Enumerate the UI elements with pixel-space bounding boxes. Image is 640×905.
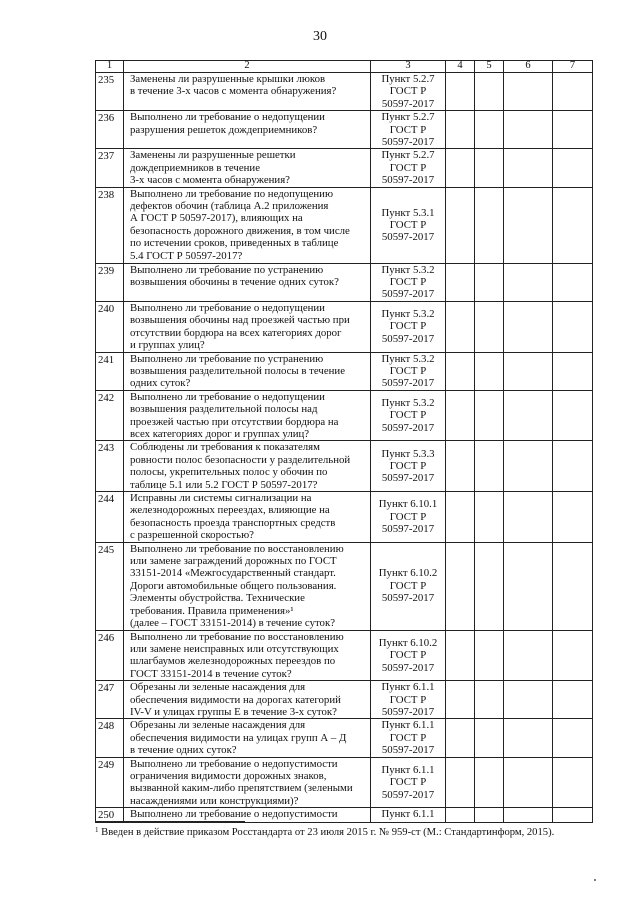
reference-cell <box>371 808 446 822</box>
question-line: Выполнено ли требование о недопущении <box>130 390 325 403</box>
empty-cell-col-6 <box>504 149 553 187</box>
header-col-7: 7 <box>553 61 593 73</box>
question-line: возвышения разделительной полосы в течение <box>130 364 345 377</box>
empty-cell-col-4 <box>446 187 475 263</box>
row-number: 244 <box>96 491 124 542</box>
question-cell <box>124 111 371 149</box>
empty-cell-col-7 <box>553 808 593 822</box>
empty-cell-col-7 <box>553 441 593 492</box>
row-number: 236 <box>96 111 124 149</box>
row-number: 242 <box>96 390 124 441</box>
question-cell <box>124 301 371 352</box>
empty-cell-col-6 <box>504 630 553 681</box>
header-col-5: 5 <box>475 61 504 73</box>
question-line: ограничения видимости дорожных знаков, <box>130 770 327 783</box>
reference-line: Пункт 6.1.1 <box>381 681 435 694</box>
reference-line: Пункт 6.10.1 <box>378 498 438 511</box>
empty-cell-col-5 <box>475 301 504 352</box>
reference-line: ГОСТ Р <box>389 218 427 231</box>
empty-cell-col-5 <box>475 542 504 630</box>
question-line: по истечении сроков, приведенных в таблице <box>130 237 339 250</box>
reference-cell <box>371 441 446 492</box>
empty-cell-col-5 <box>475 111 504 149</box>
reference-cell <box>371 149 446 187</box>
row-number: 235 <box>96 73 124 111</box>
empty-cell-col-5 <box>475 263 504 301</box>
row-number: 237 <box>96 149 124 187</box>
reference-cell <box>371 390 446 441</box>
reference-line: Пункт 5.3.2 <box>381 308 435 321</box>
question-line: шлагбаумов железнодорожных переездов по <box>130 655 336 668</box>
question-cell <box>124 390 371 441</box>
empty-cell-col-6 <box>504 542 553 630</box>
table-row <box>96 681 593 719</box>
reference-line: 50597-2017 <box>381 136 435 149</box>
row-number: 247 <box>96 681 124 719</box>
page-number: 30 <box>313 29 327 44</box>
empty-cell-col-7 <box>553 149 593 187</box>
empty-cell-col-6 <box>504 390 553 441</box>
question-line: IV-V и улицах группы Е в течение 3-х суток? <box>130 706 337 719</box>
table-row <box>96 542 593 630</box>
question-line: Выполнено ли требование о недопустимости <box>130 757 338 770</box>
table-row <box>96 441 593 492</box>
question-line: насаждениями или конструкциями)? <box>130 794 299 807</box>
reference-line: ГОСТ Р <box>389 731 427 744</box>
reference-line: ГОСТ Р <box>389 459 427 472</box>
row-number: 250 <box>96 808 124 822</box>
question-line: Дороги автомобильные общего пользования. <box>130 579 337 592</box>
question-line: дефектов обочин (таблица А.2 приложения <box>130 200 329 213</box>
reference-cell <box>371 630 446 681</box>
row-number: 245 <box>96 542 124 630</box>
empty-cell-col-6 <box>504 719 553 757</box>
question-line: отсутствии бордюра на всех категориях дорог <box>130 326 342 339</box>
question-line: 3-х часов с момента обнаружения? <box>130 174 290 187</box>
question-line: в течение 3-х часов с момента обнаружения? <box>130 85 337 98</box>
question-line: вызванной каким-либо препятствием (зелеными <box>130 782 353 795</box>
empty-cell-col-7 <box>553 111 593 149</box>
question-line: всех категориях дорог и группах улиц? <box>130 427 310 440</box>
scan-speck <box>594 879 596 881</box>
reference-line: Пункт 5.2.7 <box>381 111 435 124</box>
row-number: 249 <box>96 757 124 808</box>
reference-line: ГОСТ Р <box>389 161 427 174</box>
table-row <box>96 187 593 263</box>
reference-line: ГОСТ Р <box>389 579 427 592</box>
question-line: с разрешенной скоростью? <box>130 529 254 542</box>
reference-line: Пункт 5.3.2 <box>381 263 435 276</box>
reference-cell <box>371 187 446 263</box>
empty-cell-col-4 <box>446 542 475 630</box>
reference-cell <box>371 542 446 630</box>
empty-cell-col-5 <box>475 352 504 390</box>
reference-line: ГОСТ Р <box>389 776 427 789</box>
reference-line: Пункт 6.1.1 <box>381 763 435 776</box>
reference-line: 50597-2017 <box>381 788 435 801</box>
empty-cell-col-7 <box>553 263 593 301</box>
question-line: 33151-2014 «Межгосударственный стандарт. <box>130 567 336 580</box>
empty-cell-col-5 <box>475 441 504 492</box>
header-col-4: 4 <box>446 61 475 73</box>
reference-cell <box>371 491 446 542</box>
reference-line: ГОСТ Р <box>389 364 427 377</box>
empty-cell-col-6 <box>504 491 553 542</box>
question-cell <box>124 187 371 263</box>
footnote <box>95 826 595 839</box>
empty-cell-col-7 <box>553 542 593 630</box>
reference-line: Пункт 6.10.2 <box>378 567 438 580</box>
empty-cell-col-5 <box>475 491 504 542</box>
reference-cell <box>371 719 446 757</box>
reference-line: 50597-2017 <box>381 332 435 345</box>
empty-cell-col-5 <box>475 73 504 111</box>
question-line: Обрезаны ли зеленые насаждения для <box>130 719 306 732</box>
reference-cell <box>371 301 446 352</box>
table-row <box>96 491 593 542</box>
question-line: и группах улиц? <box>130 339 205 352</box>
empty-cell-col-6 <box>504 441 553 492</box>
reference-line: Пункт 5.3.1 <box>381 206 435 219</box>
question-line: в течение одних суток? <box>130 744 237 757</box>
empty-cell-col-6 <box>504 263 553 301</box>
table-row <box>96 149 593 187</box>
header-col-2: 2 <box>124 61 371 73</box>
question-line: разрушения решеток дождеприемников? <box>130 123 318 136</box>
empty-cell-col-6 <box>504 111 553 149</box>
footnote-text: Введен в действие приказом Росстандарта от 23 июля 2015 г. № 959-ст (М.: Стандартинформ, 2015). <box>101 827 555 838</box>
empty-cell-col-4 <box>446 352 475 390</box>
header-col-6: 6 <box>504 61 553 73</box>
question-line: Выполнено ли требование по устранению <box>130 263 324 276</box>
question-line: безопасность дорожного движения, в том числе <box>130 224 350 237</box>
question-line: Выполнено ли требование по устранению <box>130 352 324 365</box>
question-cell <box>124 149 371 187</box>
header-col-3: 3 <box>371 61 446 73</box>
reference-line: ГОСТ Р <box>389 320 427 333</box>
table-row <box>96 352 593 390</box>
reference-line: 50597-2017 <box>381 97 435 110</box>
table-header-row <box>96 61 593 73</box>
question-line: или замене неисправных или отсутствующих <box>130 643 339 655</box>
empty-cell-col-4 <box>446 301 475 352</box>
empty-cell-col-6 <box>504 352 553 390</box>
empty-cell-col-4 <box>446 149 475 187</box>
reference-line: 50597-2017 <box>381 377 435 390</box>
question-line: проезжей частью при отсутствии бордюра на <box>130 415 339 428</box>
empty-cell-col-5 <box>475 681 504 719</box>
empty-cell-col-4 <box>446 491 475 542</box>
reference-line: Пункт 5.3.3 <box>381 447 435 460</box>
empty-cell-col-7 <box>553 352 593 390</box>
table-row <box>96 390 593 441</box>
question-line: Выполнено ли требование о недопущении <box>130 111 325 124</box>
empty-cell-col-4 <box>446 390 475 441</box>
question-line: Заменены ли разрушенные крышки люков <box>130 73 326 85</box>
question-line: дождеприемников в течение <box>130 161 261 174</box>
reference-line: ГОСТ Р <box>389 123 427 136</box>
table-row <box>96 719 593 757</box>
question-line: Выполнено ли требование о недопущении <box>130 301 325 314</box>
question-line: ровности полос безопасности у разделительной <box>130 453 351 466</box>
question-line: Соблюдены ли требования к показателям <box>130 441 320 454</box>
reference-line: 50597-2017 <box>381 472 435 485</box>
reference-line: 50597-2017 <box>381 288 435 301</box>
row-number: 248 <box>96 719 124 757</box>
question-line: безопасность проезда транспортных средств <box>130 516 336 529</box>
empty-cell-col-7 <box>553 630 593 681</box>
empty-cell-col-4 <box>446 111 475 149</box>
reference-line: Пункт 5.2.7 <box>381 73 435 85</box>
table-row <box>96 301 593 352</box>
question-line: А ГОСТ Р 50597-2017), влияющих на <box>130 212 303 225</box>
question-line: Выполнено ли требование о недопустимости <box>130 808 338 821</box>
empty-cell-col-4 <box>446 73 475 111</box>
reference-line: Пункт 5.2.7 <box>381 149 435 162</box>
reference-line: 50597-2017 <box>381 706 435 719</box>
reference-cell <box>371 352 446 390</box>
empty-cell-col-4 <box>446 441 475 492</box>
question-line: железнодорожных переездах, влияющие на <box>130 504 330 517</box>
question-line: полосы, укрепительных полос у обочин по <box>130 466 328 479</box>
table-row <box>96 263 593 301</box>
question-line: таблице 5.1 или 5.2 ГОСТ Р 50597-2017? <box>130 478 318 491</box>
question-cell <box>124 719 371 757</box>
question-cell <box>124 263 371 301</box>
reference-line: ГОСТ Р <box>389 510 427 523</box>
footnote-divider <box>95 821 245 822</box>
reference-line: Пункт 5.3.2 <box>381 352 435 365</box>
header-col-1: 1 <box>96 61 124 73</box>
empty-cell-col-4 <box>446 630 475 681</box>
reference-line: 50597-2017 <box>381 661 435 674</box>
question-line: ГОСТ 33151-2014 в течение суток? <box>130 667 292 680</box>
question-line: обеспечения видимости на дорогах категорий <box>130 693 341 706</box>
empty-cell-col-4 <box>446 719 475 757</box>
question-cell <box>124 441 371 492</box>
reference-cell <box>371 263 446 301</box>
reference-line: ГОСТ Р <box>389 276 427 289</box>
empty-cell-col-7 <box>553 681 593 719</box>
empty-cell-col-5 <box>475 719 504 757</box>
question-cell <box>124 681 371 719</box>
table-row <box>96 630 593 681</box>
empty-cell-col-7 <box>553 757 593 808</box>
question-line: 5.4 ГОСТ Р 50597-2017? <box>130 249 243 262</box>
question-line: Выполнено ли требование по восстановлению <box>130 630 344 643</box>
row-number: 240 <box>96 301 124 352</box>
question-cell <box>124 757 371 808</box>
question-line: Выполнено ли требование по восстановлению <box>130 542 344 555</box>
empty-cell-col-5 <box>475 390 504 441</box>
reference-cell <box>371 757 446 808</box>
question-line: Выполнено ли требование по недопущению <box>130 187 334 200</box>
question-line: возвышения обочины в течение одних суток? <box>130 276 339 289</box>
reference-line: Пункт 6.10.2 <box>378 636 438 649</box>
question-line: возвышения разделительной полосы над <box>130 403 318 416</box>
empty-cell-col-6 <box>504 681 553 719</box>
empty-cell-col-6 <box>504 301 553 352</box>
reference-line: Пункт 6.1.1 <box>381 808 435 821</box>
reference-line: Пункт 6.1.1 <box>381 719 435 732</box>
question-line: или замене заграждений дорожных по ГОСТ <box>130 555 337 567</box>
empty-cell-col-7 <box>553 301 593 352</box>
row-number: 241 <box>96 352 124 390</box>
question-line: (далее – ГОСТ 33151-2014) в течение суток? <box>130 617 335 630</box>
reference-line: 50597-2017 <box>381 421 435 434</box>
reference-line: 50597-2017 <box>381 174 435 187</box>
question-line: одних суток? <box>130 377 191 390</box>
empty-cell-col-7 <box>553 491 593 542</box>
row-number: 238 <box>96 187 124 263</box>
empty-cell-col-4 <box>446 263 475 301</box>
question-line: Обрезаны ли зеленые насаждения для <box>130 681 306 694</box>
question-line: возвышения обочины над проезжей частью при <box>130 314 350 327</box>
empty-cell-col-4 <box>446 808 475 822</box>
question-cell <box>124 73 371 111</box>
table-row <box>96 757 593 808</box>
table-row <box>96 111 593 149</box>
empty-cell-col-7 <box>553 187 593 263</box>
reference-cell <box>371 111 446 149</box>
row-number: 246 <box>96 630 124 681</box>
question-line: обеспечения видимости на улицах групп А – Д <box>130 731 347 744</box>
reference-line: ГОСТ Р <box>389 693 427 706</box>
empty-cell-col-6 <box>504 187 553 263</box>
question-cell <box>124 352 371 390</box>
reference-line: ГОСТ Р <box>389 85 427 98</box>
question-cell <box>124 630 371 681</box>
empty-cell-col-4 <box>446 757 475 808</box>
empty-cell-col-5 <box>475 187 504 263</box>
empty-cell-col-5 <box>475 149 504 187</box>
reference-line: Пункт 5.3.2 <box>381 396 435 409</box>
reference-line: 50597-2017 <box>381 231 435 244</box>
empty-cell-col-5 <box>475 630 504 681</box>
empty-cell-col-5 <box>475 808 504 822</box>
empty-cell-col-6 <box>504 808 553 822</box>
empty-cell-col-6 <box>504 73 553 111</box>
empty-cell-col-7 <box>553 73 593 111</box>
question-line: Заменены ли разрушенные решетки <box>130 149 296 162</box>
reference-line: 50597-2017 <box>381 522 435 535</box>
question-cell <box>124 491 371 542</box>
reference-line: ГОСТ Р <box>389 649 427 662</box>
row-number: 239 <box>96 263 124 301</box>
reference-line: ГОСТ Р <box>389 409 427 422</box>
reference-cell <box>371 681 446 719</box>
empty-cell-col-5 <box>475 757 504 808</box>
empty-cell-col-4 <box>446 681 475 719</box>
footnote-marker: 1 <box>95 826 99 834</box>
empty-cell-col-6 <box>504 757 553 808</box>
checklist-table <box>95 60 593 823</box>
row-number: 243 <box>96 441 124 492</box>
reference-line: 50597-2017 <box>381 592 435 605</box>
empty-cell-col-7 <box>553 719 593 757</box>
reference-cell <box>371 73 446 111</box>
reference-line: 50597-2017 <box>381 744 435 757</box>
question-line: требования. Правила применения»¹ <box>130 604 294 617</box>
question-line: Элементы обустройства. Технические <box>130 592 305 605</box>
table-row <box>96 73 593 111</box>
question-cell <box>124 542 371 630</box>
question-line: Исправны ли системы сигнализации на <box>130 491 312 504</box>
empty-cell-col-7 <box>553 390 593 441</box>
